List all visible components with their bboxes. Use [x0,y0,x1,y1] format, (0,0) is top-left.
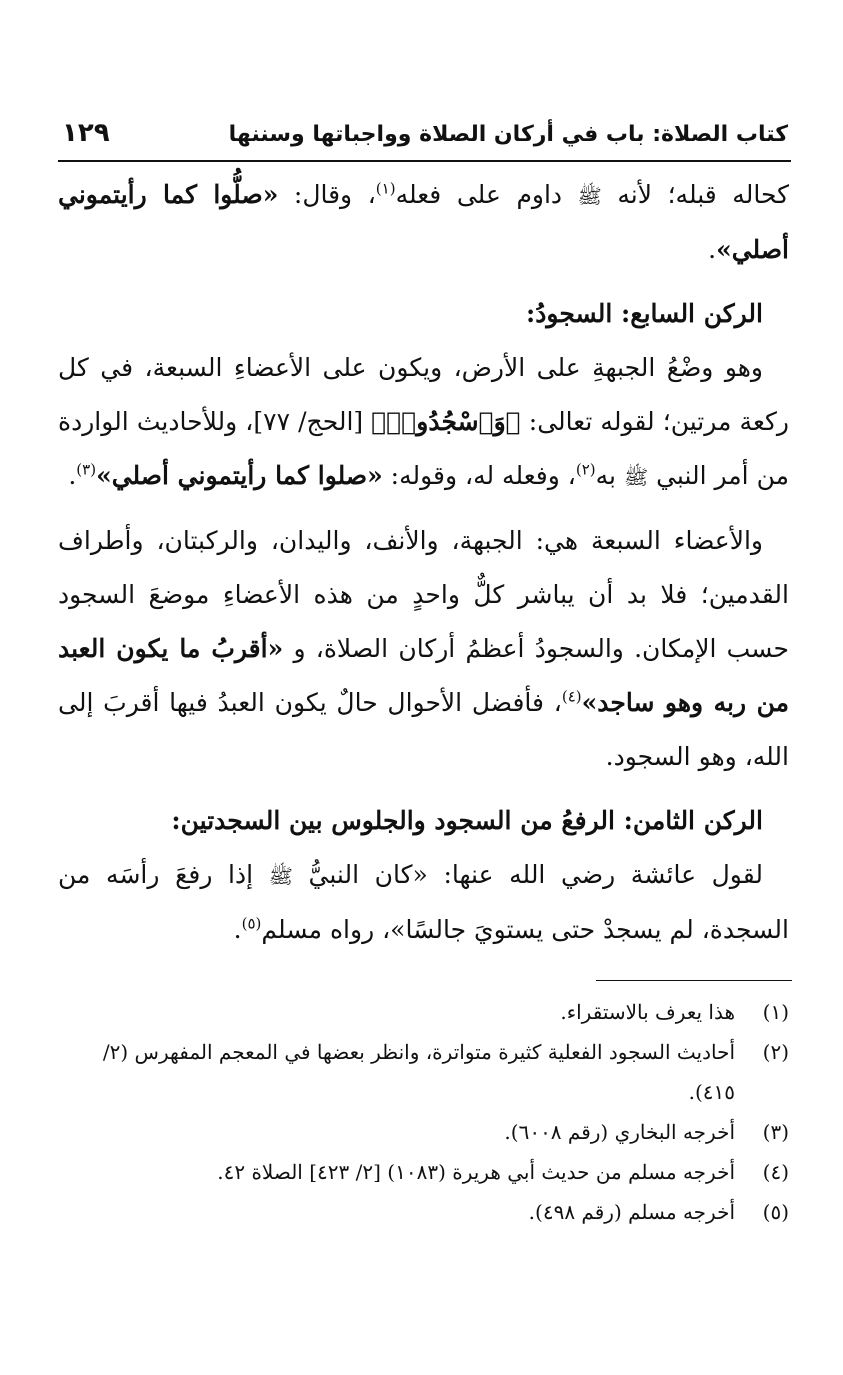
text-run: ، وفعله له، وقوله: [382,461,576,490]
quran-verse: ﴿وَٱسْجُدُوا۟﴾ [371,407,521,436]
salawat-glyph: ﷺ [577,184,602,208]
paragraph-2 [58,341,789,504]
footnote-1 [60,992,789,1032]
text-run: به [595,461,616,490]
text-run: [الحج/ ٧٧]، وللأحاديث الواردة من أمر النبي [58,407,789,490]
paragraph-4 [58,848,789,957]
main-text [58,168,789,957]
footnote-number: (٥) [762,1200,789,1224]
text-run: كحاله قبله؛ لأنه [617,180,789,209]
hadith-quote: «صلُّوا كما رأيتموني أصلي» [58,180,789,264]
footnote-text: أخرجه البخاري (رقم ٦٠٠٨). [504,1120,735,1144]
footnote-divider [596,980,792,981]
footnote-4 [60,1152,789,1192]
hadith-quote: «صلوا كما رأيتموني أصلي» [96,461,383,490]
footnote-text: هذا يعرف بالاستقراء. [560,1000,735,1024]
footnote-3 [60,1112,789,1152]
salawat-glyph: ﷺ [623,465,649,489]
heading-pillar-8: الركن الثامن: الرفعُ من السجود والجلوس بين السجدتين: [171,806,763,835]
text-run: داوم على فعله [395,180,563,209]
running-header [62,118,788,158]
hadith-quote: «أقربُ ما يكون العبد من ربه وهو ساجد» [58,634,789,717]
footnotes [60,992,789,1232]
text-run: إذا رفعَ رأسَه من السجدة، لم يسجدْ حتى يستويَ جالسًا»، رواه مسلم [58,860,789,944]
chapter-title: كتاب الصلاة: باب في أركان الصلاة وواجباتها وسننها [228,122,788,147]
text-run: لقول عائشة رضي الله عنها: «كان النبيُّ [308,860,763,889]
footnote-number: (٤) [762,1160,789,1184]
footnote-ref-2: (٢) [575,460,596,479]
text-run: . [708,235,717,264]
text-run: والأعضاء السبعة هي: الجبهة، والأنف، واليدان، والركبتان، وأطراف القدمين؛ فلا بد أن يباشر كلٌّ واحدٍ من هذه الأعضاءِ موضعَ السجود حسب الإمكان. والسجودُ أعظمُ أركان الصلاة، و [58,526,789,663]
text-run: . [68,461,77,490]
footnote-ref-1: (١) [375,179,396,198]
paragraph-3 [58,514,789,784]
footnote-ref-3: (٣) [76,460,97,479]
text-run: ، وقال: [278,180,376,209]
footnote-number: (٢) [762,1040,789,1064]
footnote-5 [60,1192,789,1232]
footnote-text: أخرجه مسلم من حديث أبي هريرة (١٠٨٣) [٢/ ٤٢٣] الصلاة ٤٢. [217,1160,735,1184]
footnote-text: أحاديث السجود الفعلية كثيرة متواترة، وانظر بعضها في المعجم المفهرس (٢/ ٤١٥). [102,1040,735,1104]
text-run: . [233,915,242,944]
heading-pillar-7: الركن السابع: السجودُ: [526,299,763,328]
footnote-text: أخرجه مسلم (رقم ٤٩٨). [528,1200,735,1224]
text-run: ، فأفضل الأحوال حالٌ يكون العبدُ فيها أقربَ إلى الله، وهو السجود. [58,688,789,771]
paragraph-1 [58,168,789,277]
footnote-number: (١) [762,1000,789,1024]
text-run: وهو وضْعُ الجبهةِ على الأرض، ويكون على الأعضاءِ السبعة، في كل ركعة مرتين؛ لقوله تعالى: [58,353,789,436]
footnote-ref-4: (٤) [561,687,582,706]
footnote-ref-5: (٥) [241,914,262,933]
page-number: ١٢٩ [62,118,110,148]
footnote-2 [60,1032,789,1112]
salawat-glyph: ﷺ [268,864,293,888]
footnote-number: (٣) [762,1120,789,1144]
header-divider [58,160,791,162]
